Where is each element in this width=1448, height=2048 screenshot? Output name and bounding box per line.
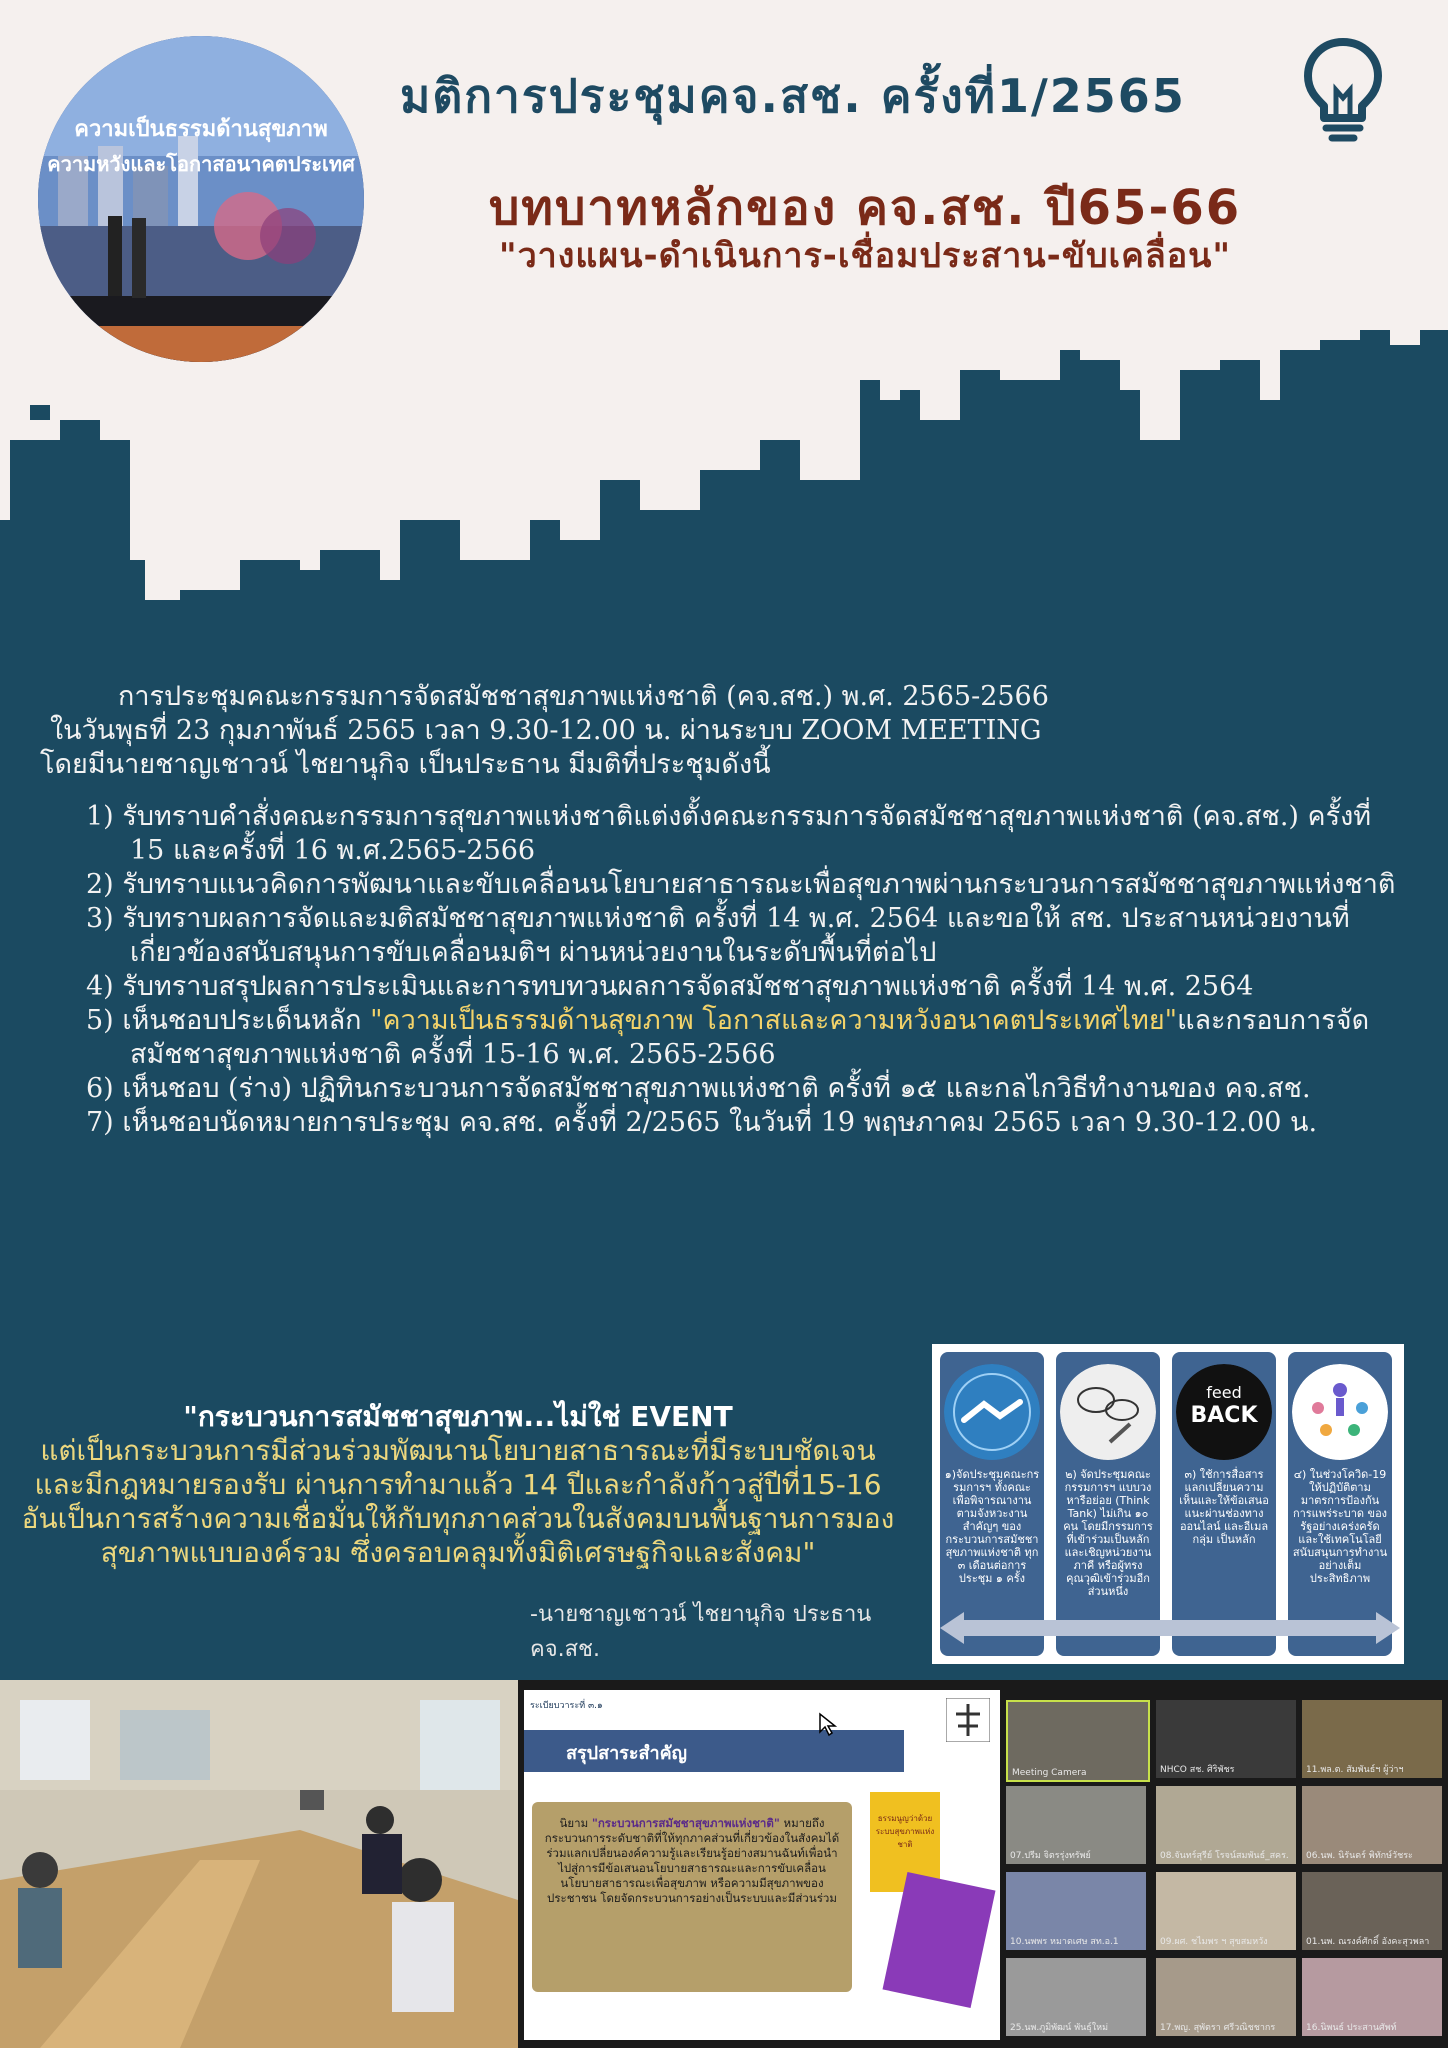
zoom-tile: 11.พล.ต. สัมพันธ์ฯ ผู้ว่าฯ <box>1302 1700 1442 1778</box>
resolutions-list <box>86 800 1406 1140</box>
purple-book <box>883 1872 996 2008</box>
quote-author: -นายชาญเชาวน์ ไชยานุกิจ ประธาน คจ.สช. <box>530 1602 872 1662</box>
chair-quote <box>18 1400 898 1570</box>
zoom-tile: 10.นพพร หมาดเศษ สท.อ.1 <box>1006 1872 1146 1950</box>
zoom-tile: 17.พญ. สุพัตรา ศรีวณิชชากร <box>1156 1958 1296 2036</box>
slide-header <box>524 1730 904 1772</box>
zoom-tile: 01.นพ. ณรงค์ศักดิ์ อังคะสุวพลา <box>1302 1872 1442 1950</box>
zoom-tile: 07.ปรีม จิตรรุ่งทรัพย์ <box>1006 1786 1146 1864</box>
nhco-logo-icon <box>946 1698 990 1742</box>
zoom-tile: 09.ผศ. ชไมพร ฯ สุขสมหวัง <box>1156 1872 1296 1950</box>
agenda-label: ระเบียบวาระที่ ๓.๑ <box>530 1701 603 1711</box>
zoom-tile: 16.นิพนธ์ ประสานศัพท์ <box>1302 1958 1442 2036</box>
card-text: ๒) จัดประชุมคณะกรรมการฯ แบบวงหารือย่อย (Think Tank) ไม่เกิน ๑๐ คน โดยมีกรรมการที่เข้าร่วมเป็นหลัก และเชิญหน่วยงานภาคี หรือผู้ทรงคุณวุฒิเข้าร่วมอีกส่วนหนึ่ง <box>1063 1468 1153 1598</box>
resolution-item: 5) เห็นชอบประเด็นหลัก "ความเป็นธรรมด้านสุขภาพ โอกาสและความหวังอนาคตประเทศไทย"และกรอบการจัดสมัชชาสุขภาพแห่งชาติ ครั้งที่ 15-16 พ.ศ. 2565-2566 <box>86 1005 1370 1070</box>
card-text: ๔) ในช่วงโควิด-19 ให้ปฏิบัติตามมาตรการป้องกันการแพร่ระบาด ของรัฐอย่างเคร่งครัด และใช้เทคโนโลยีสนับสนุนการทำงานอย่างเต็มประสิทธิภาพ <box>1292 1468 1388 1585</box>
handshake-icon <box>944 1364 1040 1460</box>
svg-text:BACK: BACK <box>1190 1403 1258 1428</box>
banner-line-2: ความหวังและโอกาสอนาคตประเทศ <box>47 152 355 176</box>
lightbulb-icon <box>1300 34 1386 144</box>
feedback-icon <box>1176 1364 1272 1460</box>
card-text: ๑)จัดประชุมคณะกรรมการฯ ทั้งคณะ เพื่อพิจารณางานตามจังหวะงานสำคัญๆ ของกระบวนการสมัชชาสุขภาพแห่งชาติ ทุก ๓ เดือนต่อการประชุม ๑ ครั้ง <box>944 1468 1040 1585</box>
intro-paragraph <box>40 680 1420 782</box>
resolution-item: 4) รับทราบสรุปผลการประเมินและการทบทวนผลการจัดสมัชชาสุขภาพแห่งชาติ ครั้งที่ 14 พ.ศ. 2564 <box>86 971 1254 1002</box>
think-tank-icon <box>1060 1364 1156 1460</box>
people-network-icon <box>1292 1364 1388 1460</box>
quote-head: "กระบวนการสมัชชาสุขภาพ...ไม่ใช่ EVENT <box>183 1400 733 1433</box>
intro-line-2: ในวันพุธที่ 23 กุมภาพันธ์ 2565 เวลา 9.30-12.00 น. ผ่านระบบ ZOOM MEETING <box>50 715 1042 746</box>
quote-body: แต่เป็นกระบวนการมีส่วนร่วมพัฒนานโยบายสาธารณะที่มีระบบชัดเจน และมีกฎหมายรองรับ ผ่านการทำมาแล้ว 14 ปีและกำลังก้าวสู่ปีที่15-16 อันเป็นการสร้างความเชื่อมั่นให้กับทุกภาคส่วนในสังคมบนพื้นฐานการมองสุขภาพแบบองค์รวม ซึ่งครอบคลุมทั้งมิติเศรษฐกิจและสังคม" <box>21 1434 895 1569</box>
definition-box: นิยาม "กระบวนการสมัชชาสุขภาพแห่งชาติ" หมายถึง กระบวนการระดับชาติที่ให้ทุกภาคส่วนที่เกี่ยวข้องในสังคมได้ร่วมแลกเปลี่ยนองค์ความรู้และเรียนรู้อย่างสมานฉันท์เพื่อนำไปสู่การมีข้อเสนอนโยบายสาธารณะและการขับเคลื่อนนโยบายสาธารณะเพื่อสุขภาพ หรือความมีสุขภาพของประชาชน โดยจัดกระบวนการอย่างเป็นระบบและมีส่วนร่วม <box>532 1802 852 1992</box>
svg-text:feed: feed <box>1206 1383 1242 1402</box>
presentation-screen <box>524 1690 1000 2040</box>
resolution-item: 1) รับทราบคำสั่งคณะกรรมการสุขภาพแห่งชาติแต่งตั้งคณะกรรมการจัดสมัชชาสุขภาพแห่งชาติ (คจ.สช.) ครั้งที่ 15 และครั้งที่ 16 พ.ศ.2565-2566 <box>86 801 1372 866</box>
intro-line-3: โดยมีนายชาญเชาวน์ ไชยานุกิจ เป็นประธาน มีมติที่ประชุมดังนี้ <box>40 749 771 780</box>
slide-header-text: สรุปสาระสำคัญ <box>566 1743 687 1764</box>
zoom-tile: 06.นพ. นิรันดร์ พิทักษ์วัชระ <box>1302 1786 1442 1864</box>
zoom-gallery <box>1006 1700 1446 2048</box>
zoom-tile: NHCO สช. ศิริพัชร <box>1156 1700 1296 1778</box>
zoom-tile: Meeting Camera <box>1006 1700 1150 1782</box>
banner-line-1: ความเป็นธรรมด้านสุขภาพ <box>74 117 328 142</box>
resolution-item: 2) รับทราบแนวคิดการพัฒนาและขับเคลื่อนนโยบายสาธารณะเพื่อสุขภาพผ่านกระบวนการสมัชชาสุขภาพแห่งชาติ <box>86 869 1396 900</box>
event-stage-photo <box>38 36 364 362</box>
zoom-tile: 25.นพ.ภูมิพัฒน์ พันธุ์ใหม่ <box>1006 1958 1146 2036</box>
card-text: ๓) ใช้การสื่อสารแลกเปลี่ยนความเห็นและให้ข้อเสนอแนะผ่านช่องทางออนไลน์ และอีเมลกลุ่ม เป็นหลัก <box>1179 1468 1269 1546</box>
resolution-item: 7) เห็นชอบนัดหมายการประชุม คจ.สช. ครั้งที่ 2/2565 ในวันที่ 19 พฤษภาคม 2565 เวลา 9.30-12.00 น. <box>86 1107 1318 1138</box>
intro-line-1: การประชุมคณะกรรมการจัดสมัชชาสุขภาพแห่งชาติ (คจ.สช.) พ.ศ. 2565-2566 <box>118 681 1049 712</box>
zoom-tile: 08.จันทร์สุรีย์ โรจน์สมพันธ์_สคร. <box>1156 1786 1296 1864</box>
resolution-item: 3) รับทราบผลการจัดและมติสมัชชาสุขภาพแห่งชาติ ครั้งที่ 14 พ.ศ. 2564 และขอให้ สช. ประสานหน่วยงานที่เกี่ยวข้องสนับสนุนการขับเคลื่อนมติฯ ผ่านหน่วยงานในระดับพื้นที่ต่อไป <box>86 903 1350 968</box>
page-title: มติการประชุมคจ.สช. ครั้งที่1/2565 <box>400 69 1186 123</box>
resolution-item: 6) เห็นชอบ (ร่าง) ปฏิทินกระบวนการจัดสมัชชาสุขภาพแห่งชาติ ครั้งที่ ๑๕ และกลไกวิธีทำงานของ คจ.สช. <box>86 1073 1311 1104</box>
tagline: "วางแผน-ดำเนินการ-เชื่อมประสาน-ขับเคลื่อน" <box>498 236 1232 276</box>
charter-book: ธรรมนูญว่าด้วยระบบสุขภาพแห่งชาติ <box>870 1792 940 1892</box>
cursor-icon <box>816 1712 840 1736</box>
subtitle: บทบาทหลักของ คจ.สช. ปี65-66 <box>488 180 1242 236</box>
meeting-room-photo <box>0 1680 518 2048</box>
highlight-theme: "ความเป็นธรรมด้านสุขภาพ โอกาสและความหวังอนาคตประเทศไทย" <box>370 1005 1178 1036</box>
double-arrow-icon <box>940 1610 1400 1646</box>
